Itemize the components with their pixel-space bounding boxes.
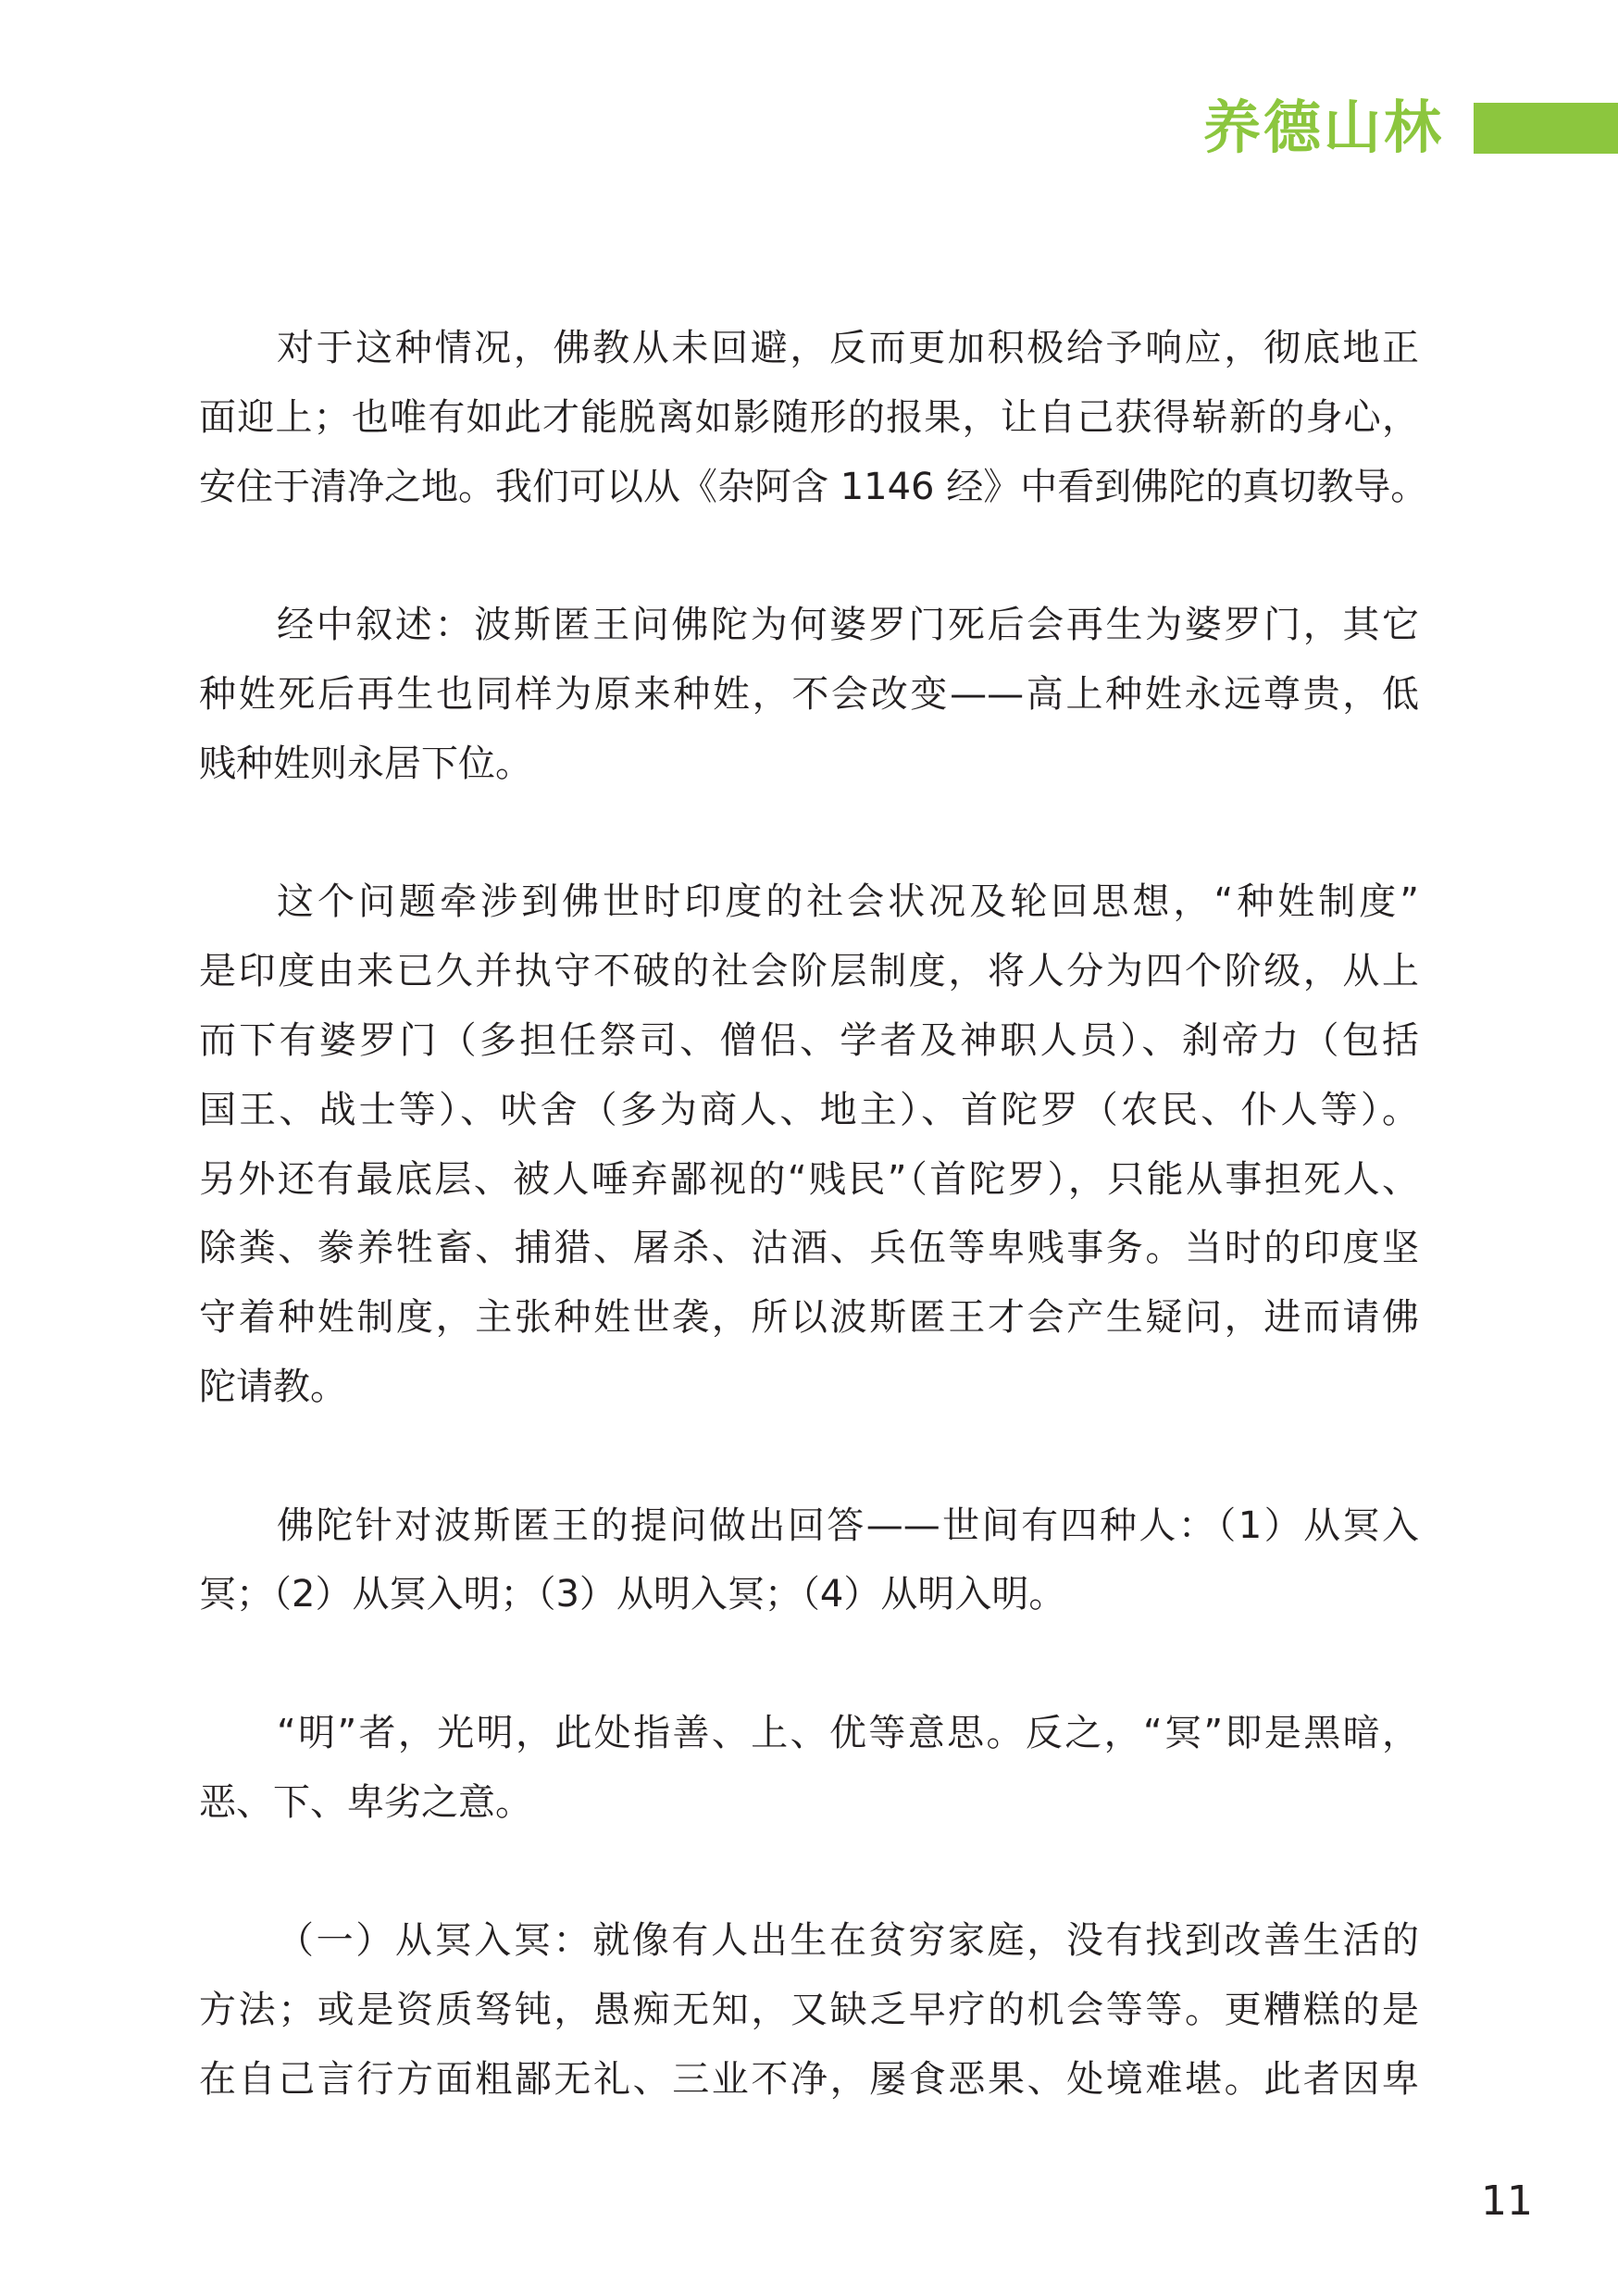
running-header [0,0,1618,185]
paragraph [199,1699,1419,1838]
paragraph-line: 安住于清净之地。我们可以从《杂阿含 1146 经》中看到佛陀的真切教导。 [199,465,1428,508]
paragraph [199,591,1419,798]
paragraph-line: 经中叙述：波斯匿王问佛陀为何婆罗门死后会再生为婆罗门，其它 [277,604,1419,647]
paragraph-line: （一）从冥入冥：就像有人出生在贫穷家庭，没有找到改善生活的 [277,1919,1419,1963]
paragraph-line: 另外还有最底层、被人唾弃鄙视的“贱民”（首陀罗），只能从事担死人、 [199,1157,1419,1201]
paragraph-line: 国王、战士等）、吠舍（多为商人、地主）、首陀罗（农民、仆人等）。 [199,1088,1419,1131]
paragraph-line: 冥；（2）从冥入明；（3）从明入冥；（4）从明入明。 [199,1573,1066,1616]
paragraph-line: 恶、下、卑劣之意。 [199,1780,532,1824]
paragraph-line: 佛陀针对波斯匿王的提问做出回答——世间有四种人：（1）从冥入 [277,1504,1419,1547]
paragraph-line: 对于这种情况，佛教从未回避，反而更加积极给予响应，彻底地正 [277,327,1419,369]
paragraph [199,314,1428,521]
paragraph [199,867,1419,1421]
paragraph-line: 守着种姓制度，主张种姓世袭，所以波斯匿王才会产生疑问，进而请佛 [199,1296,1419,1340]
paragraph [199,1906,1419,2114]
paragraph-line: 是印度由来已久并执守不破的社会阶层制度，将人分为四个阶级，从上 [199,950,1419,993]
paragraph-line: 种姓死后再生也同样为原来种姓，不会改变——高上种姓永远尊贵，低 [199,672,1419,716]
header-title: 养德山林 [1202,94,1444,161]
body-text [199,314,1428,2115]
paragraph-line: 而下有婆罗门（多担任祭司、僧侣、学者及神职人员）、刹帝力（包括 [199,1018,1419,1062]
paragraph-line: 方法；或是资质驽钝，愚痴无知，又缺乏早疗的机会等等。更糟糕的是 [199,1989,1419,2032]
paragraph-line: 除粪、豢养牲畜、捕猎、屠杀、沽酒、兵伍等卑贱事务。当时的印度坚 [199,1227,1419,1270]
paragraph-line: 在自己言行方面粗鄙无礼、三业不净，屡食恶果、处境难堪。此者因卑 [199,2057,1419,2101]
page-number: 11 [1481,2177,1533,2225]
paragraph-line: 这个问题牵涉到佛世时印度的社会状况及轮回思想，“种姓制度” [277,880,1419,924]
paragraph-line: “明”者，光明，此处指善、上、优等意思。反之，“冥”即是黑暗， [277,1711,1419,1754]
paragraph-line: 面迎上；也唯有如此才能脱离如影随形的报果，让自己获得崭新的身心， [199,395,1419,439]
paragraph-line: 贱种姓则永居下位。 [199,742,532,785]
header-accent-bar [1474,103,1618,154]
paragraph-line: 陀请教。 [199,1365,347,1408]
paragraph [199,1491,1419,1630]
